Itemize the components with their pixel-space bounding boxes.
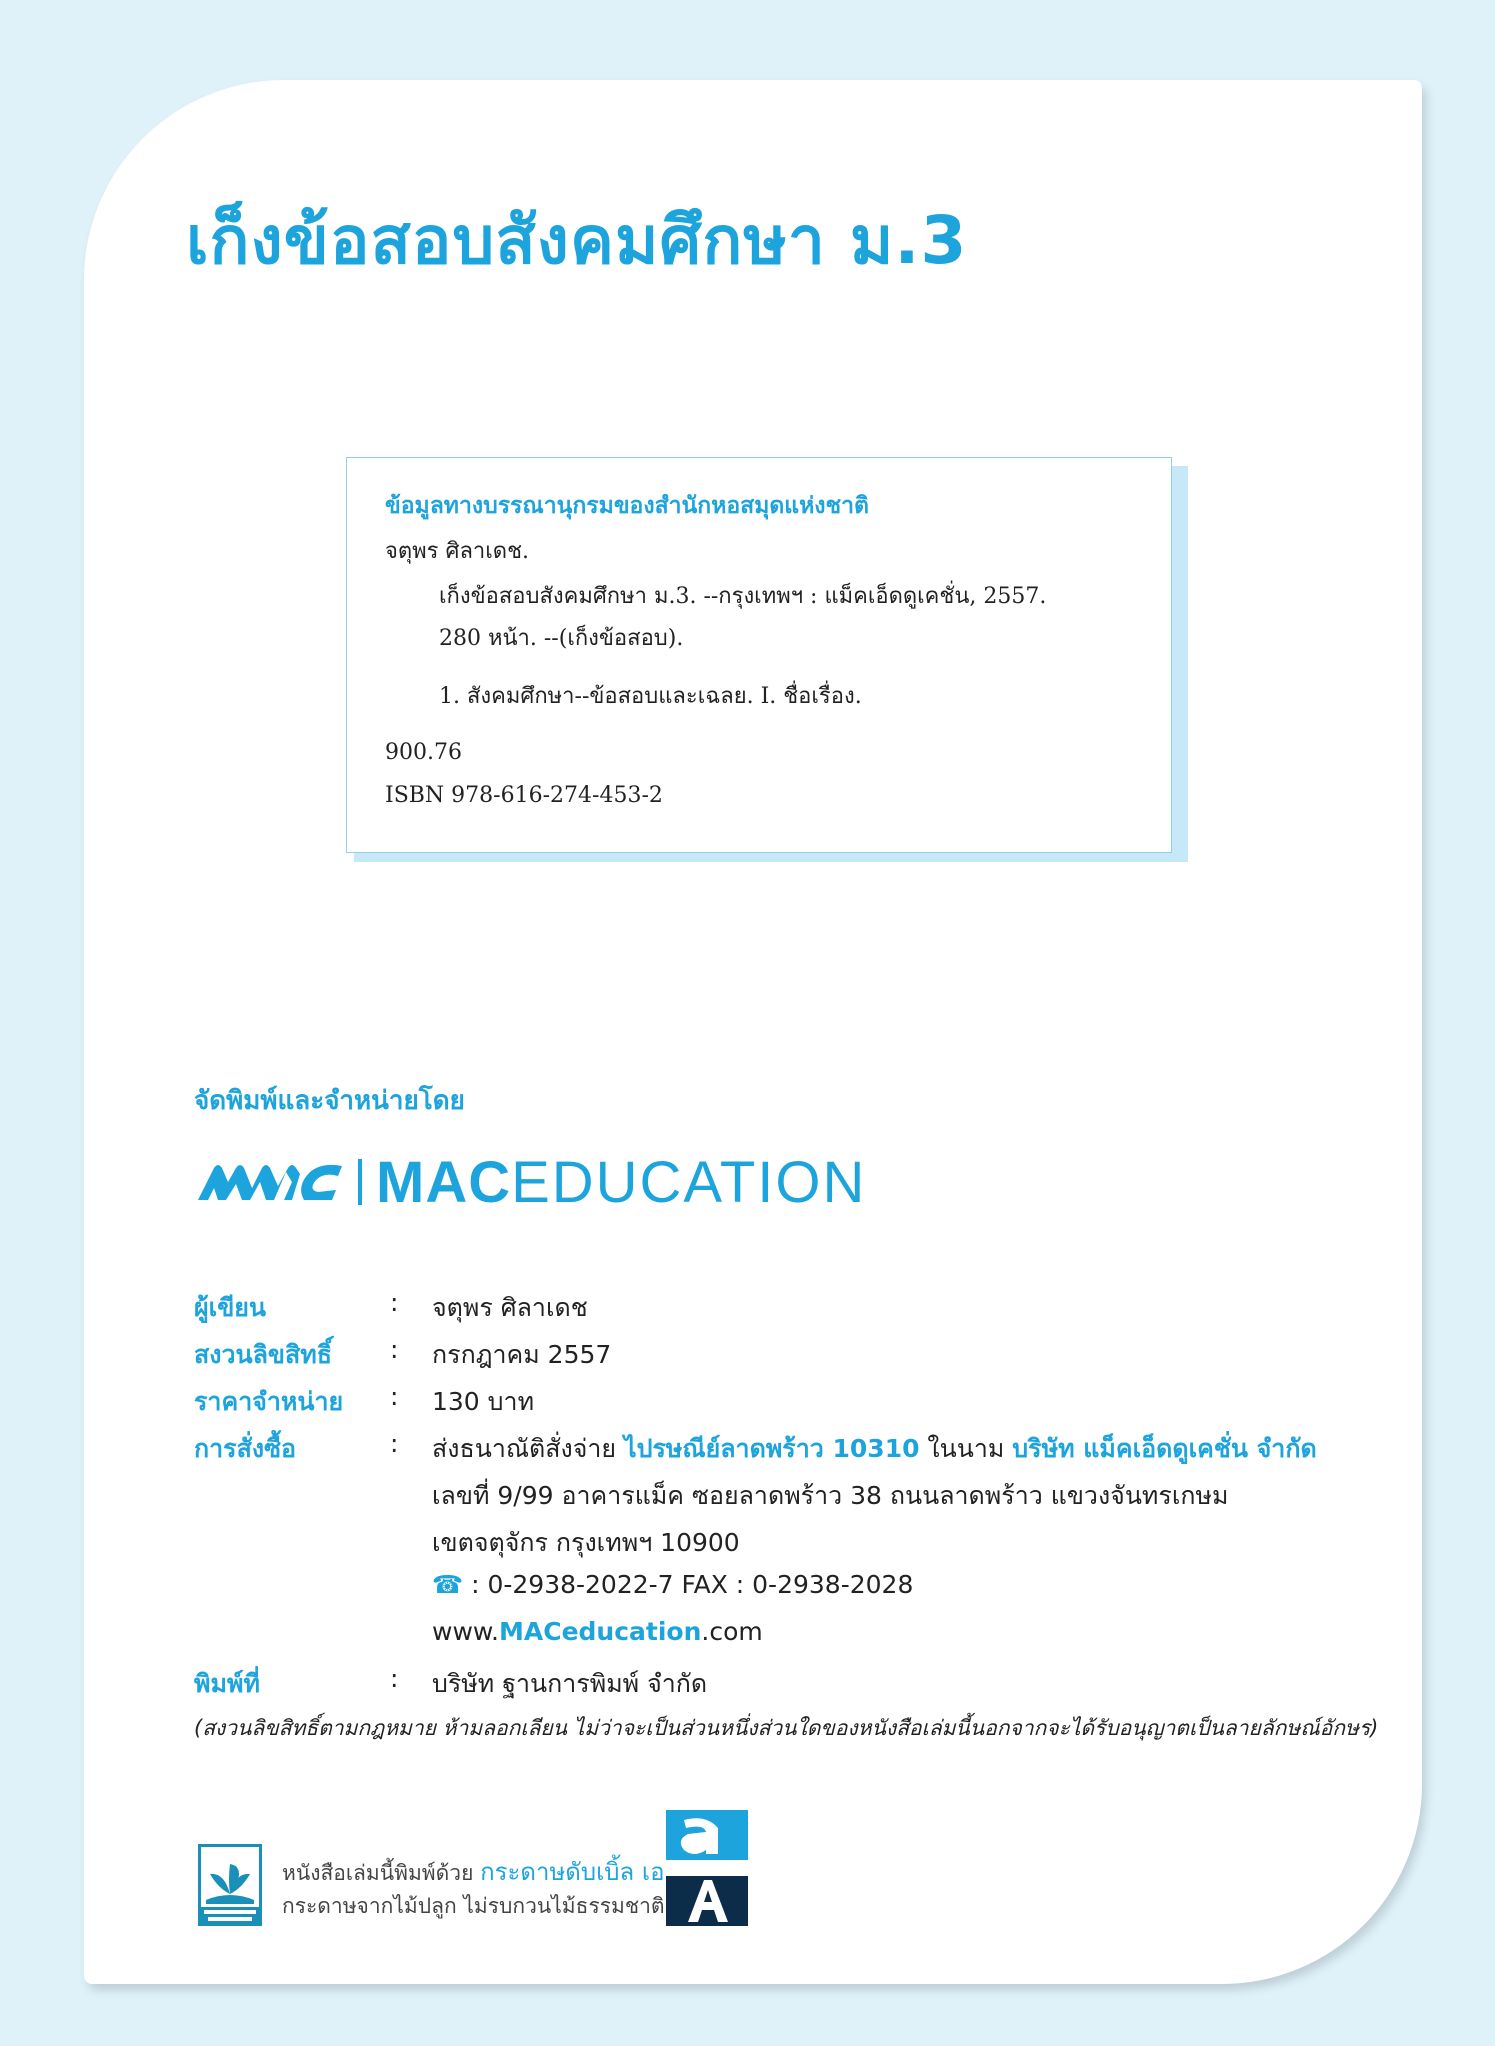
address-line2: เขตจตุจักร กรุงเทพฯ 10900 <box>432 1528 740 1557</box>
logo-education-text: EDUCATION <box>511 1149 867 1215</box>
logo-separator <box>358 1159 362 1205</box>
cip-subject: 1. สังคมศึกษา--ข้อสอบและเฉลย. I. ชื่อเรื่อง. <box>439 684 862 709</box>
paper-note-line1 <box>282 1852 664 1891</box>
cip-line2: 280 หน้า. --(เก็งข้อสอบ). <box>439 626 684 651</box>
colon: : <box>390 1429 399 1458</box>
order-label: การสั่งซื้อ <box>194 1434 297 1463</box>
logo-mac-text: MAC <box>376 1149 512 1215</box>
phone-line <box>432 1570 913 1599</box>
copyright-label: สงวนลิขสิทธิ์ <box>194 1340 333 1369</box>
colon: : <box>390 1335 399 1364</box>
cip-author: จตุพร ศิลาเดช. <box>385 539 530 564</box>
colon: : <box>390 1382 399 1411</box>
cip-box <box>346 457 1172 853</box>
cip-isbn: ISBN 978-616-274-453-2 <box>385 783 663 808</box>
publisher-heading: จัดพิมพ์และจำหน่ายโดย <box>194 1086 465 1116</box>
price-value: 130 บาท <box>432 1387 535 1416</box>
order-prefix: ส่งธนาณัติสั่งจ่าย <box>432 1434 625 1463</box>
paper-brand: กระดาษดับเบิ้ล เอ <box>480 1858 665 1886</box>
website[interactable] <box>432 1617 763 1646</box>
author-value: จตุพร ศิลาเดช <box>432 1293 588 1322</box>
page <box>84 80 1422 1984</box>
address-line1: เลขที่ 9/99 อาคารแม็ค ซอยลาดพร้าว 38 ถนนลาดพร้าว แขวงจันทรเกษม <box>432 1481 1229 1510</box>
order-mid: ในนาม <box>919 1434 1013 1463</box>
mac-logo-icon <box>196 1160 346 1204</box>
price-label: ราคาจำหน่าย <box>194 1387 344 1416</box>
author-label: ผู้เขียน <box>194 1293 267 1322</box>
book-title: เก็งข้อสอบสังคมศึกษา ม.3 <box>186 202 968 279</box>
phone-fax: : 0-2938-2022-7 FAX : 0-2938-2028 <box>463 1570 914 1599</box>
colon: : <box>390 1288 399 1317</box>
paper-from-farmed-trees-icon <box>198 1844 262 1926</box>
mac-education-logo <box>196 1149 867 1215</box>
cip-line1: เก็งข้อสอบสังคมศึกษา ม.3. --กรุงเทพฯ : แม็คเอ็ดดูเคชั่น, 2557. <box>439 584 1047 609</box>
cip-classno: 900.76 <box>385 740 462 765</box>
printer-label: พิมพ์ที่ <box>194 1669 260 1698</box>
order-company: บริษัท แม็คเอ็ดดูเคชั่น จำกัด <box>1012 1434 1317 1463</box>
web-brand: MACeducation <box>499 1617 702 1646</box>
paper-note-line2: กระดาษจากไม้ปลูก ไม่รบกวนไม้ธรรมชาติ <box>282 1894 665 1918</box>
double-a-logo-icon <box>666 1810 748 1926</box>
copyright-note: (สงวนลิขสิทธิ์ตามกฎหมาย ห้ามลอกเลียน ไม่ว่าจะเป็นส่วนหนึ่งส่วนใดของหนังสือเล่มนี้นอกจากจะได้รับอนุญาตเป็นลายลักษณ์อักษร) <box>194 1716 1379 1740</box>
colon: : <box>390 1664 399 1693</box>
web-prefix: www. <box>432 1617 499 1646</box>
printer-value: บริษัท ฐานการพิมพ์ จำกัด <box>432 1669 708 1698</box>
web-suffix: .com <box>701 1617 763 1646</box>
paper-note-prefix: หนังสือเล่มนี้พิมพ์ด้วย <box>282 1861 481 1885</box>
phone-icon: ☎ <box>432 1570 464 1599</box>
cip-heading: ข้อมูลทางบรรณานุกรมของสำนักหอสมุดแห่งชาติ <box>385 492 869 519</box>
order-post-office: ไปรษณีย์ลาดพร้าว 10310 <box>624 1434 920 1463</box>
order-value <box>432 1429 1317 1469</box>
copyright-value: กรกฎาคม 2557 <box>432 1340 612 1369</box>
